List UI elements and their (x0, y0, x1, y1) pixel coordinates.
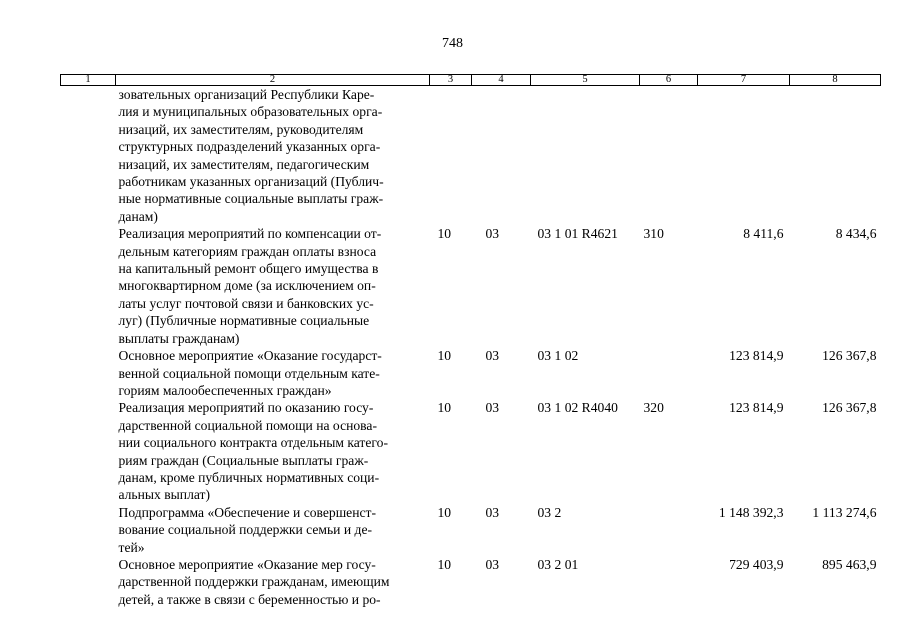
table-body (61, 86, 881, 609)
page-number: 748 (442, 36, 463, 51)
subsection-cell: 03 (485, 400, 500, 416)
table-row (61, 347, 881, 399)
amount-year-1-cell: 8 411,6 (743, 226, 784, 242)
description-line: лия и муниципальных образовательных орга- (118, 104, 383, 120)
empty-cell (61, 225, 116, 347)
subsection-cell: 03 (485, 226, 500, 242)
description-line: данам, кроме публичных нормативных соци- (118, 469, 380, 485)
description-cell (116, 347, 430, 399)
amount-year-2-cell: 895 463,9 (822, 556, 877, 572)
description-line: детей, а также в связи с беременностью и ро- (118, 591, 381, 607)
empty-cell (61, 86, 116, 226)
section-cell: 10 (437, 400, 452, 416)
subsection-cell: 03 (485, 348, 500, 364)
description-line: Реализация мероприятий по компенсации от- (118, 226, 382, 242)
description-line: гориям малообеспеченных граждан» (118, 382, 332, 398)
description-line: вование социальной поддержки семьи и де- (118, 522, 373, 538)
amount-year-2-cell: 126 367,8 (822, 348, 877, 364)
description-line: нии социального контракта отдельным катего- (118, 435, 388, 451)
budget-table (60, 74, 881, 608)
description-cell (116, 504, 430, 556)
target-article-cell: 03 2 (537, 504, 562, 520)
column-header-1: 1 (61, 75, 116, 86)
table-row (61, 86, 881, 226)
column-number-header (61, 75, 881, 86)
description-line: данам) (118, 208, 158, 224)
description-line: на капитальный ремонт общего имущества в (118, 261, 379, 277)
target-article-cell: 03 1 01 R4621 (537, 226, 618, 242)
column-header-8: 8 (790, 75, 881, 86)
description-line: зовательных организаций Республики Каре- (118, 87, 375, 102)
column-header-2: 2 (116, 75, 430, 86)
description-cell (116, 86, 430, 226)
expense-type-cell (640, 556, 698, 608)
expense-type-cell: 320 (643, 400, 664, 416)
section-cell: 10 (437, 556, 452, 572)
description-line: латы услуг почтовой связи и банковских ус- (118, 295, 374, 311)
description-cell (116, 225, 430, 347)
description-line: риям граждан (Социальные выплаты граж- (118, 452, 369, 468)
description-line: дарственной социальной помощи на основа- (118, 417, 377, 433)
expense-type-cell (640, 504, 698, 556)
section-cell: 10 (437, 348, 452, 364)
description-line: дарственной поддержки гражданам, имеющим (118, 574, 390, 590)
amount-year-2-cell: 126 367,8 (822, 400, 877, 416)
description-cell (116, 556, 430, 608)
description-line: выплаты гражданам) (118, 330, 240, 346)
column-header-3: 3 (430, 75, 472, 86)
subsection-cell: 03 (485, 556, 500, 572)
amount-year-1-cell (698, 86, 790, 226)
description-line: низаций, их заместителям, педагогическим (118, 156, 370, 172)
amount-year-1-cell: 123 814,9 (729, 348, 784, 364)
description-line: ные нормативные социальные выплаты граж- (118, 191, 384, 207)
column-header-6: 6 (640, 75, 698, 86)
table-row (61, 399, 881, 503)
description-line: структурных подразделений указанных орга- (118, 139, 381, 155)
table-row (61, 225, 881, 347)
description-cell (116, 399, 430, 503)
empty-cell (61, 399, 116, 503)
description-line: многоквартирном доме (за исключением оп- (118, 278, 376, 294)
description-line: Основное мероприятие «Оказание мер госу- (118, 556, 376, 572)
amount-year-2-cell: 1 113 274,6 (812, 504, 877, 520)
column-header-7: 7 (698, 75, 790, 86)
section-cell (430, 86, 472, 226)
amount-year-2-cell (790, 86, 881, 226)
description-line: Подпрограмма «Обеспечение и совершенст- (118, 504, 376, 520)
description-line: работникам указанных организаций (Публич- (118, 174, 384, 190)
amount-year-1-cell: 123 814,9 (729, 400, 784, 416)
empty-cell (61, 504, 116, 556)
subsection-cell: 03 (485, 504, 500, 520)
description-line: луг) (Публичные нормативные социальные (118, 313, 370, 329)
target-article-cell: 03 1 02 R4040 (537, 400, 618, 416)
expense-type-cell (640, 347, 698, 399)
description-line: дельным категориям граждан оплаты взноса (118, 243, 377, 259)
expense-type-cell: 310 (643, 226, 664, 242)
target-article-cell: 03 1 02 (537, 348, 579, 364)
table-row (61, 504, 881, 556)
description-line: Реализация мероприятий по оказанию госу- (118, 400, 374, 416)
description-line: альных выплат) (118, 487, 210, 503)
table-row (61, 556, 881, 608)
description-line: низаций, их заместителям, руководителям (118, 121, 364, 137)
column-header-5: 5 (531, 75, 640, 86)
description-line: венной социальной помощи отдельным кате- (118, 365, 380, 381)
description-line: тей» (118, 539, 145, 555)
empty-cell (61, 347, 116, 399)
amount-year-2-cell: 8 434,6 (835, 226, 877, 242)
section-cell: 10 (437, 226, 452, 242)
empty-cell (61, 556, 116, 608)
section-cell: 10 (437, 504, 452, 520)
amount-year-1-cell: 729 403,9 (729, 556, 784, 572)
subsection-cell (472, 86, 531, 226)
column-header-4: 4 (472, 75, 531, 86)
expense-type-cell (640, 86, 698, 226)
amount-year-1-cell: 1 148 392,3 (718, 504, 784, 520)
target-article-cell: 03 2 01 (537, 556, 579, 572)
target-article-cell (531, 86, 640, 226)
description-line: Основное мероприятие «Оказание государст- (118, 348, 382, 364)
